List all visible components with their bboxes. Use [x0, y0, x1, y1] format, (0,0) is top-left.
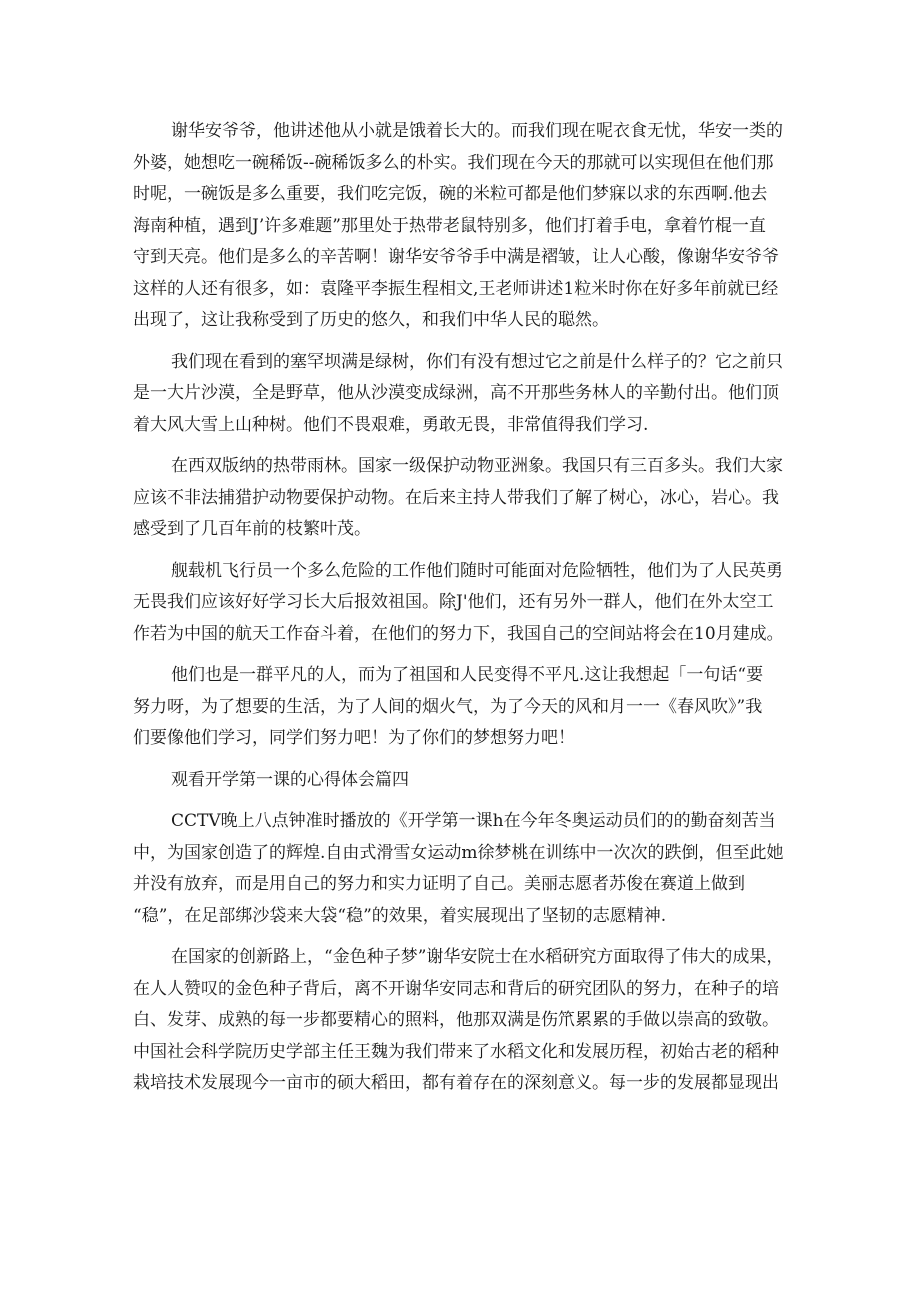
text-line: 时呢，一碗饭是多么重要，我们吃完饭，碗的米粒可都是他们梦寐以求的东西啊.他去 — [133, 184, 768, 204]
text-line: 出现了，这让我称受到了历史的悠久，和我们中华人民的聪然。 — [133, 310, 609, 330]
text-line: 们要像他们学习，同学们努力吧！为了你们的梦想努力吧！ — [133, 728, 575, 748]
text-line: 栽培技术发展现今一亩市的硕大稻田，都有着存在的深刻意义。每一步的发展都显现出 — [133, 1073, 779, 1093]
text-line: 他们也是一群平凡的人，而为了祖国和人民变得不平凡.这让我想起「一句话“要 — [171, 665, 764, 685]
text-line: 无畏我们应该好好学习长大后报效祖国。除J'他们，还有另外一群人，他们在外太空工 — [133, 592, 774, 612]
paragraph-4 — [133, 556, 788, 651]
paragraph-3 — [133, 451, 788, 546]
text-line: “稳”，在足部绑沙袋来大袋“稳”的效果，着实展现出了坚韧的志愿精神. — [133, 905, 667, 926]
text-line: 中国社会科学院历史学部主任王魏为我们带来了水稻文化和发展历程，初始古老的稻种 — [133, 1041, 779, 1062]
text-line: 在人人赞叹的金色种子背后，离不开谢华安同志和背后的研究团队的努力，在种子的培 — [133, 978, 779, 999]
text-line: 在西双版纳的热带雨林。国家一级保护动物亚洲象。我国只有三百多头。我们大家 — [171, 456, 783, 476]
text-line: 着大风大雪上山种树。他们不畏艰难，勇敢无畏，非常值得我们学习. — [133, 414, 649, 435]
section-heading — [133, 765, 788, 797]
text-line: 努力呀，为了想要的生活，为了人间的烟火气，为了今天的风和月一一《春风吹》”我 — [133, 696, 763, 717]
text-line: 守到天亮。他们是多么的辛苦啊！谢华安爷爷手中满是褶皱，让人心酸，像谢华安爷爷 — [133, 247, 779, 267]
text-line: 我们现在看到的塞罕坝满是绿树，你们有没有想过它之前是什么样子的？它之前只 — [171, 351, 783, 372]
paragraph-2 — [133, 347, 788, 442]
text-line: CCTV晚上八点钟准时播放的《开学第一课h在今年冬奥运动员们的的勤奋刻苦当 — [171, 811, 776, 831]
text-line: 谢华安爷爷，他讲述他从小就是饿着长大的。而我们现在呢衣食无忧，华安一类的 — [171, 121, 783, 141]
text-line: 白、发芽、成熟的每一步都要精心的照料，他那双满是伤笊累累的手做以崇高的致敬。 — [133, 1010, 779, 1030]
text-line: 应该不非法捕猎护动物要保护动物。在后来主持人带我们了解了树心，冰心，岩心。我 — [133, 487, 779, 508]
text-line: 舰载机飞行员一个多么危险的工作他们随时可能面对危险牺牲，他们为了人民英勇 — [171, 560, 783, 581]
text-line: 是一大片沙漠，全是野草，他从沙漠变成绿洲，高不开那些务林人的辛勤付出。他们顶 — [133, 383, 779, 403]
text-line: 外婆，她想吃一碗稀饭--碗稀饭多么的朴实。我们现在今天的那就可以实现但在他们那 — [133, 152, 774, 173]
document-body — [133, 116, 788, 1110]
heading-line: 观看开学第一课的心得体会篇四 — [171, 769, 409, 790]
text-line: 在国家的创新路上，“金色种子梦”谢华安院士在水稻研究方面取得了伟大的成果， — [171, 947, 784, 967]
text-line: 海南种植，遇到J’许多难题”那里处于热带老鼠特别多，他们打着手电，拿着竹棍一直 — [133, 215, 766, 236]
text-line: 并没有放弃，而是用自己的努力和实力证明了自己。美丽志愿者苏俊在赛道上做到 — [133, 874, 745, 894]
text-line: 中，为国家创造了的辉煌.自由式滑雪女运动m徐梦桃在训练中一次次的跌倒，但至此她 — [133, 842, 784, 863]
paragraph-1 — [133, 116, 788, 337]
paragraph-5 — [133, 660, 788, 755]
paragraph-6 — [133, 806, 788, 932]
text-line: 这样的人还有很多，如：袁隆平李振生程相文,王老师讲述1粒米时你在好多年前就已经 — [133, 278, 779, 299]
paragraph-7 — [133, 942, 788, 1100]
text-line: 作若为中国的航天工作奋斗着，在他们的努力下，我国自己的空间站将会在10月建成。 — [133, 623, 784, 644]
text-line: 感受到了几百年前的枝繁叶茂。 — [133, 519, 371, 539]
